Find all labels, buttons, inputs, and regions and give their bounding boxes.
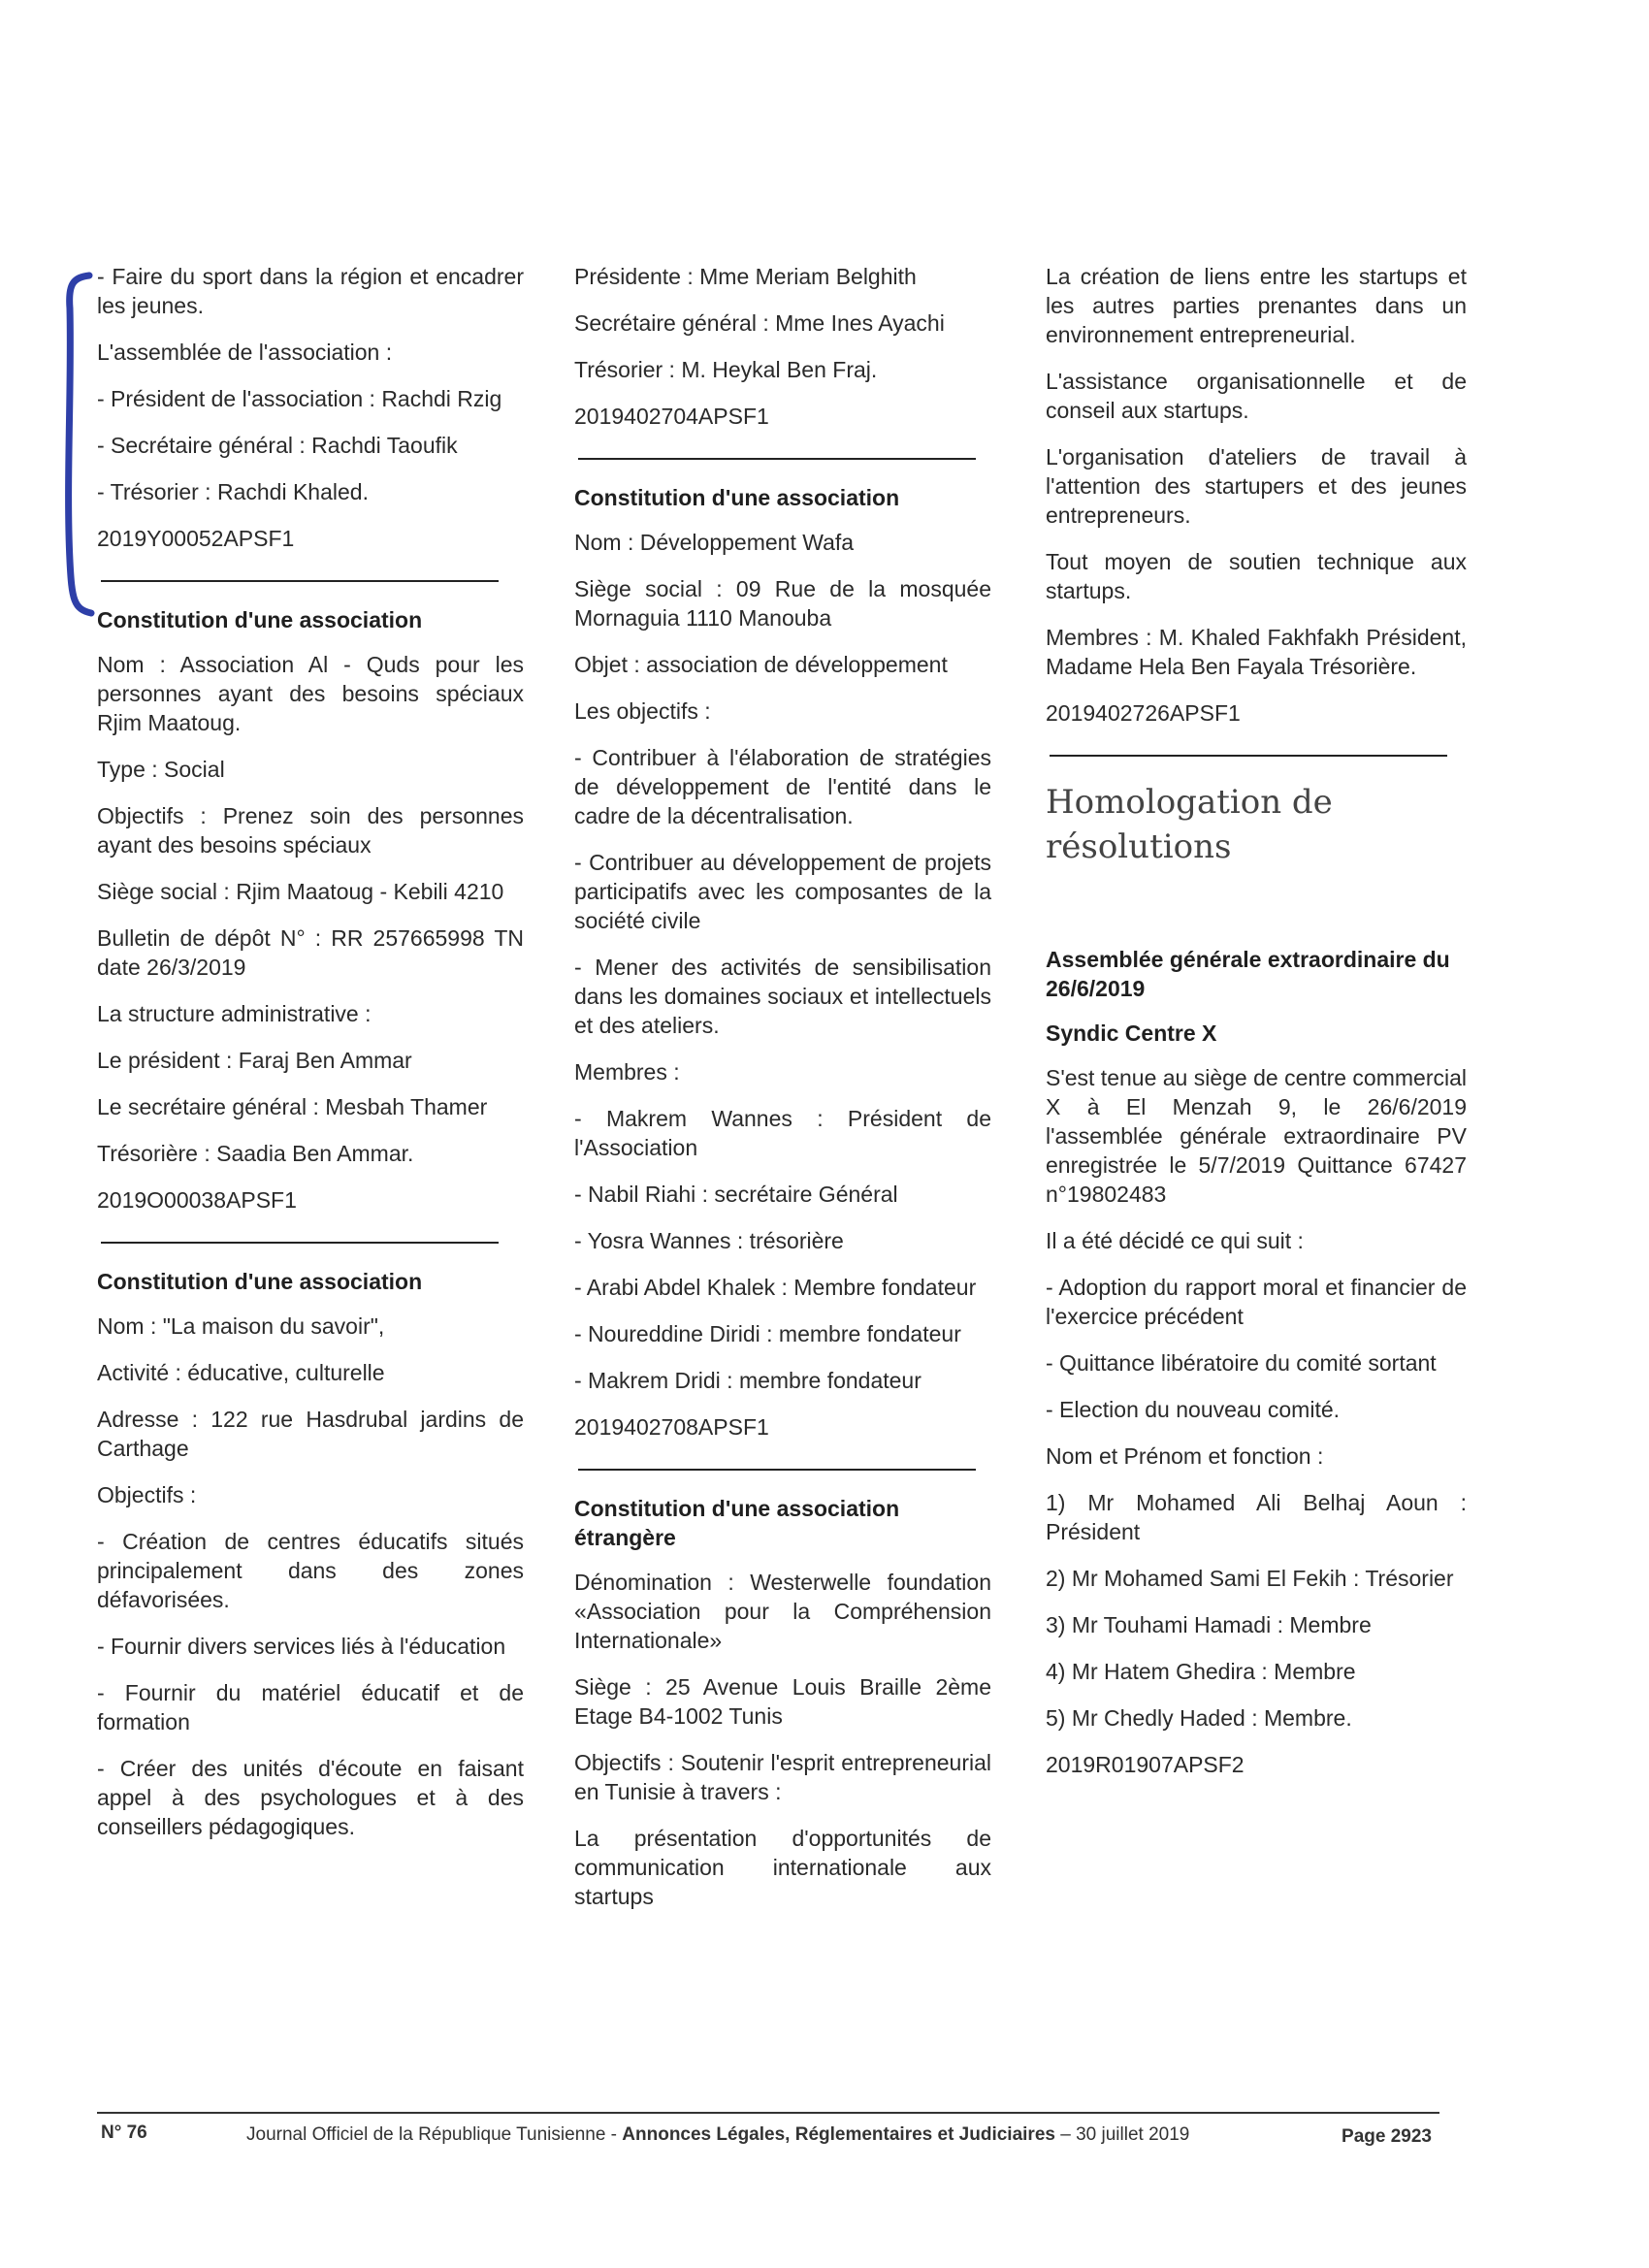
list-item: - Mener des activités de sensibilisation dans les domaines sociaux et intellectuels et des ateliers. (574, 955, 991, 1038)
list-item: 4) Mr Hatem Ghedira : Membre (1046, 1659, 1356, 1684)
text-secretaire: Le secrétaire général : Mesbah Thamer (97, 1094, 488, 1119)
list-item: La création de liens entre les startups et les autres parties prenantes dans un environnement entrepreneurial. (1046, 264, 1467, 347)
list-item: L'organisation d'ateliers de travail à l'attention des startupers et des jeunes entrepreneurs. (1046, 444, 1467, 528)
text-secretaire: Secrétaire général : Mme Ines Ayachi (574, 310, 945, 336)
list-item: Tout moyen de soutien technique aux startups. (1046, 549, 1467, 603)
text-membres: Membres : M. Khaled Fakhfakh Président, Madame Hela Ben Fayala Trésorière. (1046, 625, 1467, 679)
text-fonction: Nom et Prénom et fonction : (1046, 1443, 1324, 1469)
notice-title: Constitution d'une association étrangère (574, 1496, 900, 1550)
list-item: - Makrem Wannes : Président de l'Association (574, 1106, 991, 1160)
text-decide: Il a été décidé ce qui suit : (1046, 1228, 1304, 1253)
text-bulletin: Bulletin de dépôt N° : RR 257665998 TN date 26/3/2019 (97, 925, 524, 980)
text-tresorier: Trésorier : M. Heykal Ben Fraj. (574, 357, 878, 382)
notice-title: Constitution d'une association (97, 1269, 423, 1294)
text-nom: Nom : "La maison du savoir", (97, 1313, 385, 1339)
issue-number: N° 76 (101, 2122, 147, 2143)
text-type: Type : Social (97, 757, 225, 782)
text-president: Le président : Faraj Ben Ammar (97, 1048, 412, 1073)
list-item: - Adoption du rapport moral et financier de l'exercice précédent (1046, 1275, 1467, 1329)
text-nom: Nom : Association Al - Quds pour les personnes ayant des besoins spéciaux Rjim Maatoug. (97, 652, 524, 735)
text-objet: Objet : association de développement (574, 652, 948, 677)
text-tresoriere: Trésorière : Saadia Ben Ammar. (97, 1141, 414, 1166)
list-item: L'assistance organisationnelle et de conseil aux startups. (1046, 369, 1467, 423)
list-item: - Créer des unités d'écoute en faisant appel à des psychologues et à des conseillers pédagogiques. (97, 1756, 524, 1839)
text-presidente: Présidente : Mme Meriam Belghith (574, 264, 917, 289)
journal-prefix: Journal Officiel de la République Tunisienne - (246, 2124, 623, 2145)
text-tresorier: - Trésorier : Rachdi Khaled. (97, 479, 369, 504)
list-item: - Yosra Wannes : trésorière (574, 1228, 844, 1253)
divider (578, 1469, 976, 1471)
text-adresse: Adresse : 122 rue Hasdrubal jardins de Carthage (97, 1407, 524, 1461)
journal-name (246, 2124, 1189, 2146)
list-item: - Makrem Dridi : membre fondateur (574, 1368, 922, 1393)
column-3 (1046, 262, 1467, 1806)
column-2 (574, 262, 991, 1928)
list-item: 1) Mr Mohamed Ali Belhaj Aoun : Président (1046, 1490, 1467, 1544)
reference-code: 2019402726APSF1 (1046, 700, 1241, 726)
list-item: 5) Mr Chedly Haded : Membre. (1046, 1705, 1352, 1731)
text-sport: - Faire du sport dans la région et encadrer les jeunes. (97, 264, 524, 318)
reference-code: 2019402708APSF1 (574, 1414, 769, 1440)
notice-title: Constitution d'une association (574, 485, 900, 510)
text-objectifs: Les objectifs : (574, 698, 711, 724)
reference-code: 2019Y00052APSF1 (97, 526, 295, 551)
text-objectifs: Objectifs : Prenez soin des personnes ayant des besoins spéciaux (97, 803, 524, 858)
list-item: 3) Mr Touhami Hamadi : Membre (1046, 1612, 1372, 1637)
notice-title: Assemblée générale extraordinaire du 26/6/2019 (1046, 947, 1450, 1001)
list-item: - Fournir du matériel éducatif et de formation (97, 1680, 524, 1734)
text-denomination: Dénomination : Westerwelle foundation «Association pour la Compréhension Internationale» (574, 1570, 991, 1653)
text-nom: Nom : Développement Wafa (574, 530, 855, 555)
list-item: - Nabil Riahi : secrétaire Général (574, 1182, 898, 1207)
text-tenue: S'est tenue au siège de centre commercial X à El Menzah 9, le 26/6/2019 l'assemblée générale extraordinaire PV enregistrée le 5/7/2019 Quittance 67427 n°19802483 (1046, 1065, 1467, 1207)
text-secretaire: - Secrétaire général : Rachdi Taoufik (97, 433, 458, 458)
text-siege: Siège : 25 Avenue Louis Braille 2ème Etage B4-1002 Tunis (574, 1674, 991, 1729)
reference-code: 2019R01907APSF2 (1046, 1752, 1245, 1777)
footer-divider (97, 2112, 1439, 2114)
text-activite: Activité : éducative, culturelle (97, 1360, 385, 1385)
divider (578, 458, 976, 460)
divider (101, 580, 499, 582)
list-item: La présentation d'opportunités de communication internationale aux startups (574, 1826, 991, 1909)
list-item: - Arabi Abdel Khalek : Membre fondateur (574, 1275, 977, 1300)
list-item: - Création de centres éducatifs situés principalement dans des zones défavorisées. (97, 1529, 524, 1612)
notice-subtitle: Syndic Centre X (1046, 1021, 1217, 1046)
column-1 (97, 262, 524, 1859)
section-title: Homologation de résolutions (1046, 783, 1333, 866)
handwritten-bracket-mark (60, 270, 99, 619)
page-number: Page 2923 (1342, 2126, 1432, 2147)
list-item: - Quittance libératoire du comité sortant (1046, 1350, 1437, 1376)
list-item: 2) Mr Mohamed Sami El Fekih : Trésorier (1046, 1566, 1454, 1591)
reference-code: 2019O00038APSF1 (97, 1187, 297, 1213)
divider (101, 1242, 499, 1244)
reference-code: 2019402704APSF1 (574, 404, 769, 429)
text-objectifs: Objectifs : Soutenir l'esprit entrepreneurial en Tunisie à travers : (574, 1750, 991, 1804)
text-siege: Siège social : Rjim Maatoug - Kebili 4210 (97, 879, 504, 904)
list-item: - Fournir divers services liés à l'éducation (97, 1634, 506, 1659)
list-item: - Contribuer au développement de projets participatifs avec les composantes de la société civile (574, 850, 991, 933)
notice-title: Constitution d'une association (97, 607, 423, 632)
list-item: - Contribuer à l'élaboration de stratégies de développement de l'entité dans le cadre de la décentralisation. (574, 745, 991, 828)
journal-section: Annonces Légales, Réglementaires et Judiciaires (622, 2124, 1055, 2145)
text-siege: Siège social : 09 Rue de la mosquée Mornaguia 1110 Manouba (574, 576, 991, 631)
text-membres: Membres : (574, 1059, 680, 1085)
text-structure: La structure administrative : (97, 1001, 372, 1026)
divider (1050, 755, 1447, 757)
text-objectifs: Objectifs : (97, 1482, 197, 1507)
page-footer (97, 2122, 1439, 2152)
text-assemblee: L'assemblée de l'association : (97, 340, 393, 365)
list-item: - Election du nouveau comité. (1046, 1397, 1341, 1422)
journal-date: – 30 juillet 2019 (1054, 2124, 1190, 2145)
text-president: - Président de l'association : Rachdi Rzig (97, 386, 502, 411)
list-item: - Noureddine Diridi : membre fondateur (574, 1321, 961, 1346)
